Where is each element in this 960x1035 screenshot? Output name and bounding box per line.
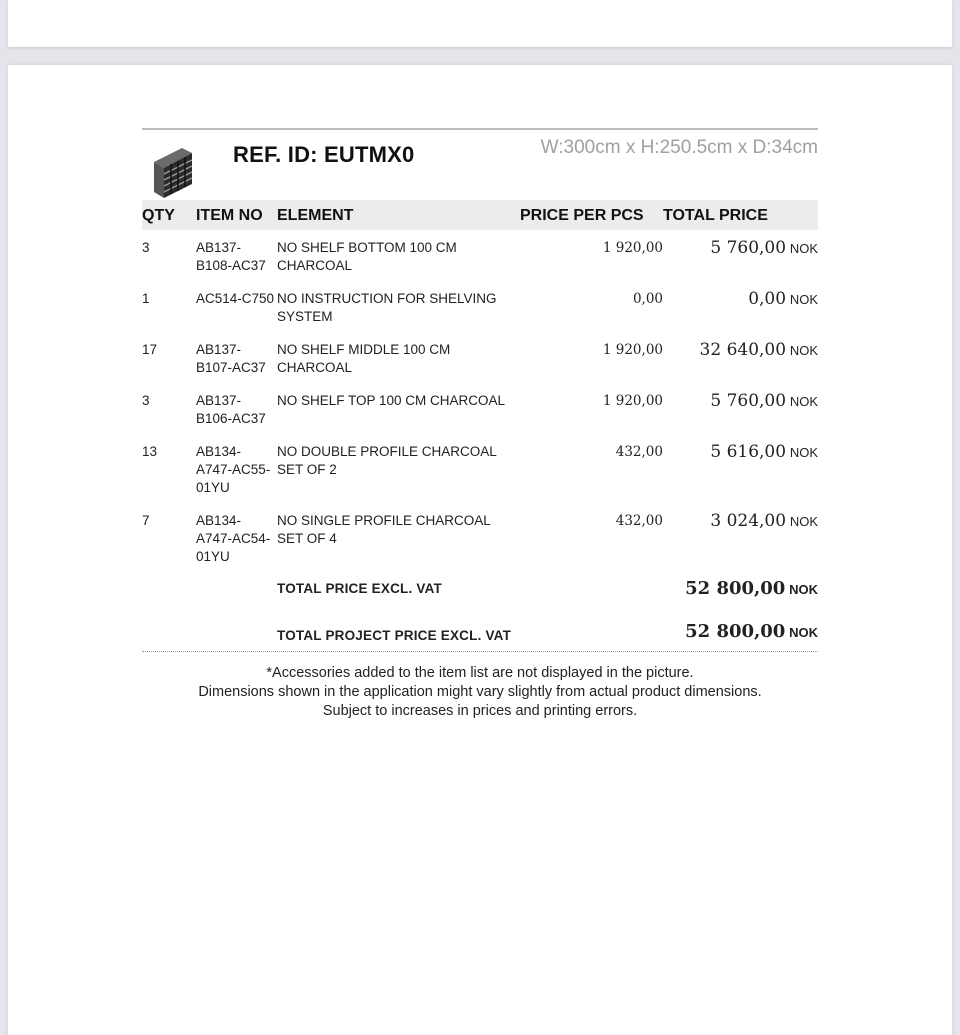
subtotal-currency: NOK (789, 582, 818, 597)
row-currency: NOK (789, 292, 818, 307)
disclaimer-line-1: *Accessories added to the item list are not displayed in the picture. (266, 665, 694, 681)
row-qty: 1 (142, 291, 150, 306)
table-row (142, 332, 818, 383)
row-total-value: 32 640,00 (699, 340, 787, 360)
row-total-price (663, 383, 818, 434)
table-header-row (142, 200, 818, 230)
row-qty: 17 (142, 342, 158, 357)
col-header-item-no: ITEM NO (196, 200, 277, 230)
reference-id: REF. ID: EUTMX0 (233, 142, 415, 167)
row-item-no: AB134-A747-AC55-01YU (196, 444, 271, 495)
row-total-value: 3 024,00 (710, 511, 787, 531)
row-element: NO SHELF MIDDLE 100 CM CHARCOAL (277, 342, 451, 375)
subtotal-label: TOTAL PRICE EXCL. VAT (277, 581, 442, 596)
col-header-total-price: TOTAL PRICE (663, 200, 818, 230)
row-element: NO DOUBLE PROFILE CHARCOAL SET OF 2 (277, 444, 497, 477)
row-price-per-pcs: 432,00 (615, 444, 663, 460)
row-element: NO INSTRUCTION FOR SHELVING SYSTEM (277, 291, 497, 324)
row-currency: NOK (789, 394, 818, 409)
project-total-label: TOTAL PROJECT PRICE EXCL. VAT (277, 628, 512, 643)
quote-content (142, 128, 818, 721)
table-row (142, 383, 818, 434)
disclaimer-line-2: Dimensions shown in the application might vary slightly from actual product dimensions. (198, 684, 762, 700)
subtotal-amount: 52 800,00 (685, 578, 786, 599)
disclaimer-line-3: Subject to increases in prices and printing errors. (322, 703, 638, 719)
row-total-price (663, 503, 818, 572)
row-total-value: 5 760,00 (710, 391, 787, 411)
row-item-no: AB134-A747-AC54-01YU (196, 513, 271, 564)
row-total-price (663, 230, 818, 281)
project-total-amount: 52 800,00 (685, 621, 786, 642)
row-currency: NOK (789, 241, 818, 256)
row-price-per-pcs: 1 920,00 (602, 393, 663, 409)
row-qty: 3 (142, 393, 150, 408)
row-price-per-pcs: 1 920,00 (602, 240, 663, 256)
row-currency: NOK (789, 445, 818, 460)
col-header-price-per-pcs: PRICE PER PCS (520, 200, 663, 230)
row-price-per-pcs: 432,00 (615, 513, 663, 529)
row-price-per-pcs: 1 920,00 (602, 342, 663, 358)
table-row (142, 230, 818, 281)
row-total-price (663, 332, 818, 383)
bottom-divider (142, 651, 818, 652)
subtotal-row (142, 572, 818, 599)
row-item-no: AB137-B108-AC37 (196, 240, 266, 273)
row-element: NO SINGLE PROFILE CHARCOAL SET OF 4 (277, 513, 491, 546)
col-header-element: ELEMENT (277, 200, 520, 230)
table-row (142, 281, 818, 332)
row-total-value: 5 760,00 (710, 238, 787, 258)
row-total-value: 5 616,00 (710, 442, 787, 462)
table-row (142, 503, 818, 572)
row-qty: 7 (142, 513, 150, 528)
row-price-per-pcs: 0,00 (632, 291, 663, 307)
row-currency: NOK (789, 343, 818, 358)
row-item-no: AB137-B107-AC37 (196, 342, 266, 375)
row-item-no: AC514-C750 (196, 291, 275, 306)
table-row (142, 434, 818, 503)
project-total-currency: NOK (789, 625, 818, 640)
row-element: NO SHELF TOP 100 CM CHARCOAL (277, 393, 506, 408)
items-table (142, 200, 818, 645)
disclaimer (112, 664, 848, 721)
row-total-value: 0,00 (748, 289, 787, 309)
row-currency: NOK (789, 514, 818, 529)
subtotal-value (663, 572, 818, 599)
product-dimensions: W:300cm x H:250.5cm x D:34cm (540, 137, 818, 158)
project-total-value (663, 599, 818, 645)
project-total-row (142, 599, 818, 645)
row-total-price (663, 281, 818, 332)
previous-page-bottom (8, 0, 952, 47)
row-qty: 3 (142, 240, 150, 255)
row-total-price (663, 434, 818, 503)
row-qty: 13 (142, 444, 158, 459)
row-item-no: AB137-B106-AC37 (196, 393, 266, 426)
col-header-qty: QTY (142, 200, 196, 230)
quote-header (142, 130, 818, 200)
row-element: NO SHELF BOTTOM 100 CM CHARCOAL (277, 240, 457, 273)
quote-page (8, 65, 952, 1035)
shelving-unit-thumbnail-icon (152, 144, 196, 200)
